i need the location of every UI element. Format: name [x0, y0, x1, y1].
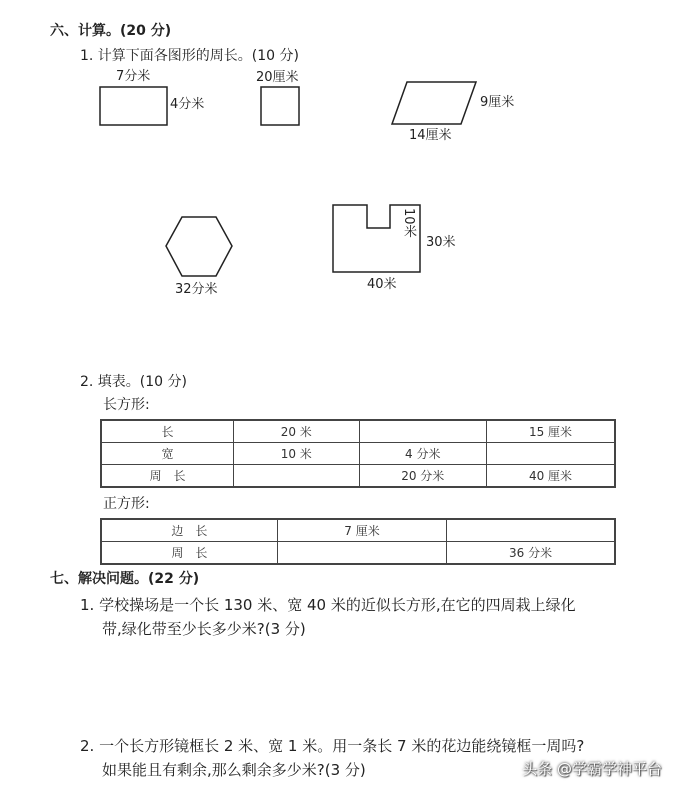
- rectangle-table: [100, 419, 616, 488]
- problem-1-line-2: 带,绿化带至少长多少米?(3 分): [102, 620, 306, 638]
- rectangle-table-label: 长方形:: [103, 397, 150, 413]
- perimeter-figures: [0, 0, 676, 300]
- table-cell: [234, 465, 360, 488]
- shape-height-label: 30米: [426, 235, 456, 250]
- hexagon-side-label: 32分米: [175, 282, 218, 297]
- table-cell: 10 米: [234, 443, 360, 465]
- square-side-label: 20厘米: [256, 70, 299, 85]
- table-cell: 15 厘米: [486, 420, 615, 443]
- table-cell: 36 分米: [447, 542, 615, 565]
- table-cell: 40 厘米: [486, 465, 615, 488]
- parallelogram-side-label: 9厘米: [480, 95, 515, 110]
- notch-depth-label: 10米: [401, 208, 416, 238]
- table-cell: 20 米: [234, 420, 360, 443]
- rect-width-label: 7分米: [116, 69, 151, 84]
- table-cell: 边 长: [101, 519, 277, 542]
- table-cell: 长: [101, 420, 234, 443]
- square-table: [100, 518, 616, 565]
- section-6-title: 六、计算。(20 分): [50, 23, 172, 39]
- table-cell: [486, 443, 615, 465]
- question-1-text: 1. 计算下面各图形的周长。(10 分): [80, 48, 299, 64]
- table-cell: 7 厘米: [277, 519, 446, 542]
- table-cell: [277, 542, 446, 565]
- table-cell: 宽: [101, 443, 234, 465]
- square-row-perimeter: [101, 542, 615, 565]
- rectangle-shape: [100, 87, 167, 125]
- problem-2-line-2: 如果能且有剩余,那么剩余多少米?(3 分): [102, 761, 366, 779]
- table-cell: 20 分米: [359, 465, 486, 488]
- shape-base-label: 40米: [367, 277, 397, 292]
- table-cell: 4 分米: [359, 443, 486, 465]
- rect-row-width: [101, 443, 615, 465]
- problem-2-line-1: 2. 一个长方形镜框长 2 米、宽 1 米。用一条长 7 米的花边能绕镜框一周吗?: [80, 737, 585, 755]
- parallelogram-shape: [392, 82, 476, 124]
- square-table-label: 正方形:: [103, 496, 150, 512]
- table-cell: [447, 519, 615, 542]
- rect-row-perimeter: [101, 465, 615, 488]
- table-cell: 周 长: [101, 465, 234, 488]
- square-shape: [261, 87, 299, 125]
- square-row-side: [101, 519, 615, 542]
- table-cell: [359, 420, 486, 443]
- section-7-title: 七、解决问题。(22 分): [50, 571, 200, 587]
- table-cell: 周 长: [101, 542, 277, 565]
- problem-1-line-1: 1. 学校操场是一个长 130 米、宽 40 米的近似长方形,在它的四周栽上绿化: [80, 596, 576, 614]
- rect-row-length: [101, 420, 615, 443]
- watermark: 头条 @学霸学神平台: [522, 760, 662, 778]
- question-2-text: 2. 填表。(10 分): [80, 374, 187, 390]
- hexagon-shape: [166, 217, 232, 276]
- parallelogram-base-label: 14厘米: [409, 128, 452, 143]
- rect-height-label: 4分米: [170, 97, 205, 112]
